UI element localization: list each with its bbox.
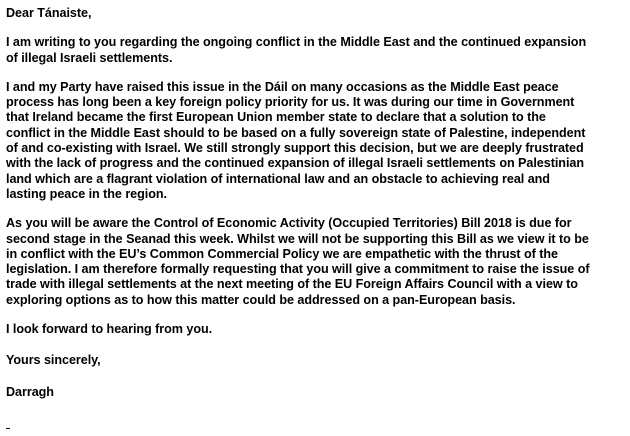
paragraph-line: I and my Party have raised this issue in the Dáil on many occasions as the Middle East peace xyxy=(6,79,559,94)
paragraph-line: lasting peace in the region. xyxy=(6,186,167,201)
closing-line: I look forward to hearing from you. xyxy=(6,322,213,337)
paragraph-1 xyxy=(6,35,626,66)
paragraph-line: second stage in the Seanad this week. Whilst we will not be supporting this Bill as we view it to be xyxy=(6,231,589,246)
letter-body xyxy=(6,6,626,400)
paragraph-line: with the lack of progress and the continued expansion of illegal Israeli settlements on Palestinian xyxy=(6,156,584,171)
salutation: Dear Tánaiste, xyxy=(6,6,92,20)
paragraph-line: land which are a flagrant violation of international law and an obstacle to achieving real and xyxy=(6,171,550,186)
paragraph-line: that Ireland became the first European Union member state to declare that a solution to the xyxy=(6,110,546,125)
paragraph-line: legislation. I am therefore formally requesting that you will give a commitment to raise the issue of xyxy=(6,262,590,277)
paragraph-line: of and co-existing with Israel. We still strongly support this decision, but we are deeply frustrated xyxy=(6,141,584,156)
paragraph-line: conflict in the Middle East should to be based on a fully sovereign state of Palestine, independent xyxy=(6,125,586,140)
sign-off: Yours sincerely, xyxy=(6,353,101,368)
paragraph-line: in conflict with the EU’s Common Commercial Policy we are empathetic with the thrust of the xyxy=(6,246,558,261)
paragraph-line: of illegal Israeli settlements. xyxy=(6,50,173,65)
paragraph-line: I am writing to you regarding the ongoing conflict in the Middle East and the continued expansion xyxy=(6,35,587,50)
signature-name: Darragh xyxy=(6,384,54,399)
paragraph-2 xyxy=(6,80,626,202)
paragraph-line: As you will be aware the Control of Economic Activity (Occupied Territories) Bill 2018 is due for xyxy=(6,216,572,231)
paragraph-3 xyxy=(6,216,626,308)
paragraph-line: process has long been a key foreign policy priority for us. It was during our time in Government xyxy=(6,95,575,110)
paragraph-line: trade with illegal settlements at the next meeting of the EU Foreign Affairs Council with a view to xyxy=(6,277,578,292)
stray-mark xyxy=(6,428,10,429)
paragraph-line: exploring options as to how this matter could be addressed on a pan-European basis. xyxy=(6,292,516,307)
